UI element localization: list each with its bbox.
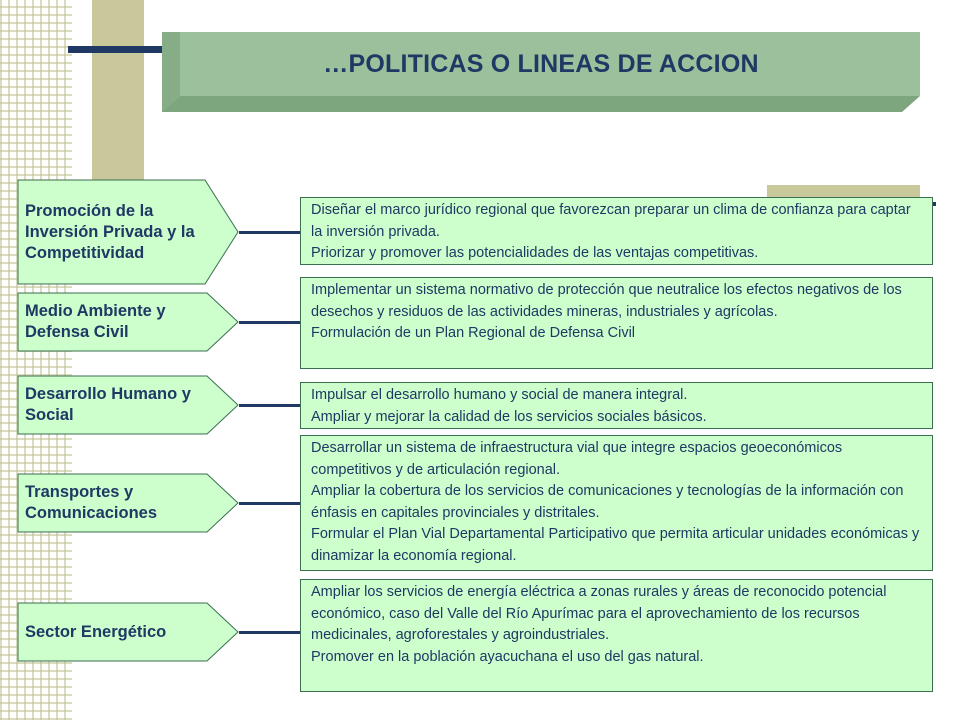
page-title: …POLITICAS O LINEAS DE ACCION	[323, 49, 759, 78]
category-label: Sector Energético	[25, 622, 167, 641]
category-label: Transportes y Comunicaciones	[25, 483, 158, 522]
description-box-medio-ambiente	[300, 277, 933, 369]
category-medio-ambiente	[17, 292, 239, 352]
connector-line	[239, 404, 300, 407]
description-box-inversion	[300, 197, 933, 265]
connector-line	[239, 321, 300, 324]
category-desarrollo-humano	[17, 375, 239, 435]
description-line: Ampliar la cobertura de los servicios de comunicaciones y tecnologías de la información con énfasis en capitales provinciales y distritales.	[311, 483, 904, 521]
connector-line	[239, 231, 300, 234]
category-label: Medio Ambiente y Defensa Civil	[25, 302, 166, 341]
description-box-energetico	[300, 579, 933, 692]
category-energetico	[17, 602, 239, 662]
description-line: Diseñar el marco jurídico regional que favorezcan preparar un clima de confianza para captar la inversión privada.	[311, 202, 911, 240]
description-box-desarrollo-humano	[300, 382, 933, 429]
description-line: Formular el Plan Vial Departamental Participativo que permita articular unidades económicas y dinamizar la economía regional.	[311, 526, 920, 564]
description-line: Ampliar y mejorar la calidad de los servicios sociales básicos.	[311, 408, 707, 425]
title-banner	[162, 32, 920, 112]
description-line: Desarrollar un sistema de infraestructura vial que integre espacios geoeconómicos competitivos y de articulación regional.	[311, 440, 843, 478]
category-inversion	[17, 179, 239, 285]
description-line: Implementar un sistema normativo de protección que neutralice los efectos negativos de los desechos y residuos de las actividades mineras, industriales y agrícolas.	[311, 282, 902, 320]
description-box-transportes	[300, 435, 933, 571]
category-label: Promoción de la Inversión Privada y la Competitividad	[25, 201, 195, 262]
description-line: Priorizar y promover las potencialidades de las ventajas competitivas.	[311, 245, 759, 261]
decorative-tan-bar	[92, 0, 144, 200]
description-line: Formulación de un Plan Regional de Defensa Civil	[311, 325, 636, 341]
category-transportes	[17, 473, 239, 533]
description-line: Impulsar el desarrollo humano y social de manera integral.	[311, 387, 688, 403]
description-line: Ampliar los servicios de energía eléctrica a zonas rurales y áreas de reconocido potencial económico, caso del Valle del Río Apurímac para el aprovechamiento de los recursos medicinales, agroforestales y agroindustriales.	[311, 584, 887, 643]
category-label: Desarrollo Humano y Social	[25, 385, 191, 424]
description-line: Promover en la población ayacuchana el uso del gas natural.	[311, 648, 704, 665]
connector-line	[239, 502, 300, 505]
connector-line	[239, 631, 300, 634]
